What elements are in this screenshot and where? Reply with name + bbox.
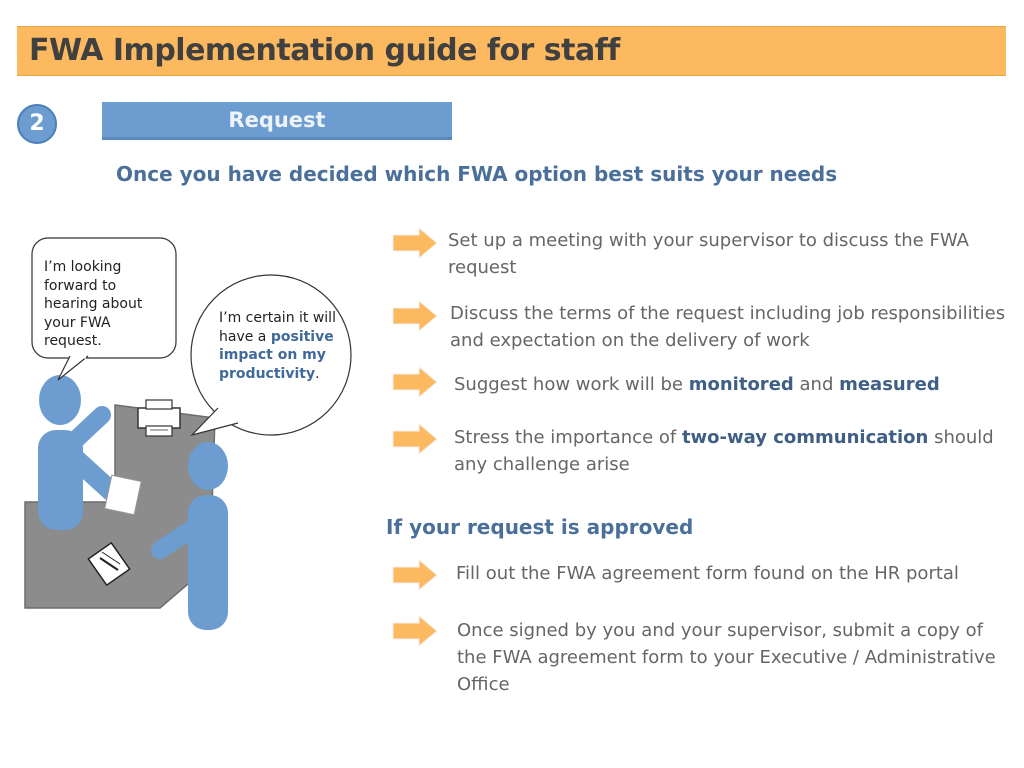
supervisor-bubble-bold: positive impact on my productivity — [219, 328, 334, 382]
step-text: Suggest how work will be — [454, 374, 689, 395]
supervisor-bubble-text — [219, 309, 337, 383]
supervisor-bubble-pre: I’m certain it will have a — [219, 310, 336, 345]
title-bar — [17, 26, 1006, 76]
staff-bubble-text: I’m looking forward to hearing about your FWA request. — [44, 259, 143, 349]
orange-right-arrow-icon — [391, 614, 439, 648]
step-number-badge: 2 — [17, 104, 57, 144]
step-bold: measured — [839, 374, 940, 395]
approved-item-form: Fill out the FWA agreement form found on the HR portal — [456, 563, 959, 584]
step-item-terms: Discuss the terms of the request including job responsibilities and expectation on the delivery of work — [450, 303, 1006, 351]
supervisor-bubble-post: . — [315, 365, 320, 382]
step-text: should any challenge arise — [454, 427, 994, 475]
step-text: Stress the importance of — [454, 427, 682, 448]
orange-right-arrow-icon — [391, 422, 439, 456]
step-bold: two-way communication — [681, 427, 929, 448]
step-text: and — [793, 374, 840, 395]
orange-right-arrow-icon — [391, 558, 439, 592]
step-label-bar: Request — [102, 102, 452, 140]
page-title: FWA Implementation guide for staff — [29, 33, 620, 68]
intro-heading: Once you have decided which FWA option best suits your needs — [116, 162, 838, 186]
approved-heading: If your request is approved — [386, 515, 694, 539]
step-item-communication — [454, 424, 1014, 478]
step-item-monitoring — [454, 371, 1014, 398]
approved-item-submit: Once signed by you and your supervisor, submit a copy of the FWA agreement form to your Executive / Administrative Office — [457, 620, 996, 695]
orange-right-arrow-icon — [391, 299, 439, 333]
step-bold: monitored — [688, 374, 794, 395]
orange-right-arrow-icon — [391, 226, 439, 260]
document-icon — [105, 475, 141, 514]
step-item-meeting: Set up a meeting with your supervisor to discuss the FWA request — [448, 230, 969, 278]
orange-right-arrow-icon — [391, 365, 439, 399]
